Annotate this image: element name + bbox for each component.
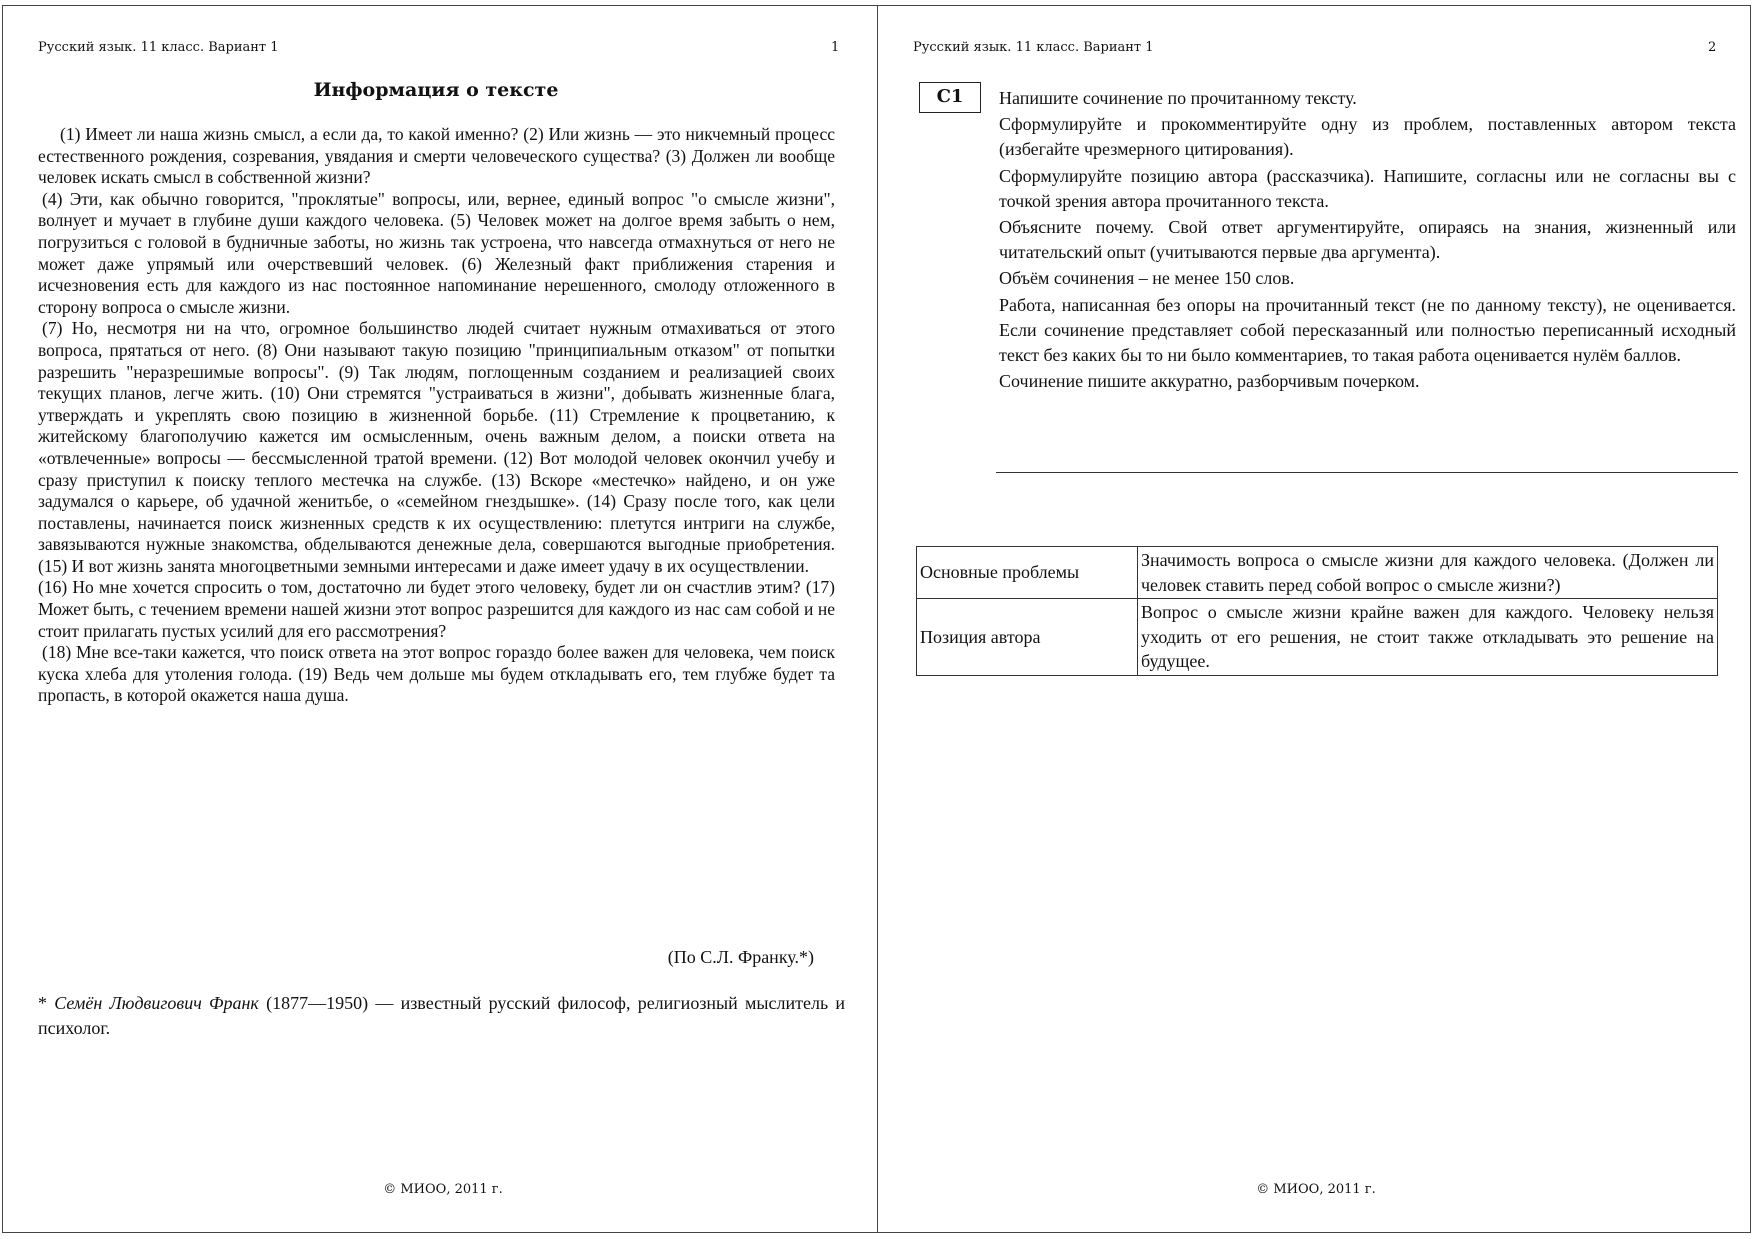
table-row-value: Значимость вопроса о смысле жизни для каждого человека. (Должен ли человек ставить перед собой вопрос о смысле жизни?) (1138, 547, 1718, 599)
paragraph-3: (7) Но, несмотря ни на что, огромное большинство людей считает нужным отмахиваться от этого вопроса, прятаться от него. (8) Они называют такую позицию "принципиальным отказом" от попытки разрешить "неразрешимые вопросы". (9) Так людям, поглощенным созданием и реализацией своих текущих планов, легче жить. (10) Они стремятся "устраиваться в жизни", добывать жизненные блага, утверждать и укреплять свою позицию в жизненной борьбе. (11) Стремление к процветанию, к житейскому благополучию кажется им осмысленным, очень важным делом, а поиски ответа на «отвлеченные» вопросы — бессмысленной тратой времени. (12) Вот молодой человек окончил учебу и сразу приступил к поиску теплого местечка на службе. (13) Вскоре «местечко» найдено, и он уже задумался о карьере, об удачной женитьбе, о «семейном гнездышке». (14) Сразу после того, как цели поставлены, начинается поиск жизненных средств к их осуществлению: плетутся интриги на службе, завязываются нужные знакомства, обделываются денежные дела, совершаются выгодные приобретения. (15) И вот жизнь занята многоцветными земными интересами и даже имеет удачу в их осуществлении. (38, 318, 835, 576)
footnote-description: (1877—1950) — известный русский философ, религиозный мыслитель и психолог. (38, 993, 846, 1038)
footnote-author-name: Семён Людвигович Франк (54, 993, 259, 1013)
task-paragraph: Сформулируйте и прокомментируйте одну из проблем, поставленных автором текста (избегайте чрезмерного цитирования). (999, 114, 1736, 160)
source-attribution: (По С.Л. Франку.*) (667, 947, 814, 967)
running-head: Русский язык. 11 класс. Вариант 1 (913, 40, 1154, 55)
task-label-box: С1 (919, 82, 981, 113)
task-instructions (999, 86, 1736, 395)
paragraph-1: (1) Имеет ли наша жизнь смысл, а если да, то какой именно? (2) Или жизнь — это никчемный процесс естественного рождения, созревания, увядания и смерти человеческого существа? (3) Должен ли вообще человек искать смысл в собственной жизни? (38, 124, 835, 188)
table-row-label: Позиция автора (917, 599, 1138, 676)
answer-table (916, 546, 1718, 676)
source-text (38, 124, 835, 707)
table-row-label: Основные проблемы (917, 547, 1138, 599)
page-2 (877, 5, 1751, 1233)
table-row (917, 547, 1718, 599)
page-number: 1 (831, 40, 840, 55)
copyright: © МИОО, 2011 г. (1256, 1182, 1376, 1197)
paragraph-5: (18) Мне все-таки кажется, что поиск ответа на этот вопрос гораздо более важен для человека, чем поиск куска хлеба для утоления голода. (19) Ведь чем дольше мы будем откладывать его, тем глубже будет та пропасть, в которой окажется наша душа. (38, 642, 835, 706)
task-paragraph: Объясните почему. Свой ответ аргументируйте, опираясь на знания, жизненный или читательский опыт (учитываются первые два аргумента). (999, 217, 1736, 263)
running-head: Русский язык. 11 класс. Вариант 1 (38, 40, 279, 55)
table-row-value: Вопрос о смысле жизни крайне важен для каждого. Человеку нельзя уходить от его решения, не стоит также откладывать это решение на будущее. (1138, 599, 1718, 676)
page-number: 2 (1708, 40, 1717, 55)
paragraph-4: (16) Но мне хочется спросить о том, достаточно ли будет этого человеку, будет ли он счастлив этим? (17) Может быть, с течением времени нашей жизни этот вопрос разрешится для каждого из нас сам собой и не стоит прилагать пустых усилий для его рассмотрения? (38, 577, 835, 641)
task-paragraph: Напишите сочинение по прочитанному тексту. (999, 88, 1357, 108)
footnote (38, 991, 845, 1041)
copyright: © МИОО, 2011 г. (383, 1182, 503, 1197)
table-row (917, 599, 1718, 676)
task-paragraph: Объём сочинения – не менее 150 слов. (999, 268, 1295, 289)
footnote-mark: * (38, 993, 47, 1013)
text-title: Информация о тексте (313, 79, 559, 101)
task-paragraph: Сформулируйте позицию автора (рассказчика). Напишите, согласны или не согласны вы с точкой зрения автора прочитанного текста. (999, 165, 1736, 211)
task-paragraph: Сочинение пишите аккуратно, разборчивым почерком. (999, 371, 1420, 392)
task-divider (996, 472, 1738, 473)
page-1 (2, 5, 878, 1233)
paragraph-2: (4) Эти, как обычно говорится, "проклятые" вопросы, или, вернее, единый вопрос "о смысле жизни", волнует и мучает в глубине души каждого человека. (5) Человек может на долгое время забыть о нем, погрузиться с головой в будничные заботы, но жизнь так устроена, что навсегда отмахнуться от него не может даже упрямый или очерствевший человек. (6) Железный факт приближения старения и исчезновения есть для каждого из нас постоянное напоминание нерешенного, смолоду отложенного в сторону вопроса о смысле жизни. (38, 188, 835, 317)
task-paragraph: Работа, написанная без опоры на прочитанный текст (не по данному тексту), не оценивается. Если сочинение представляет собой пересказанный или полностью переписанный исходный текст без каких бы то ни было комментариев, то такая работа оценивается нулём баллов. (999, 294, 1736, 366)
